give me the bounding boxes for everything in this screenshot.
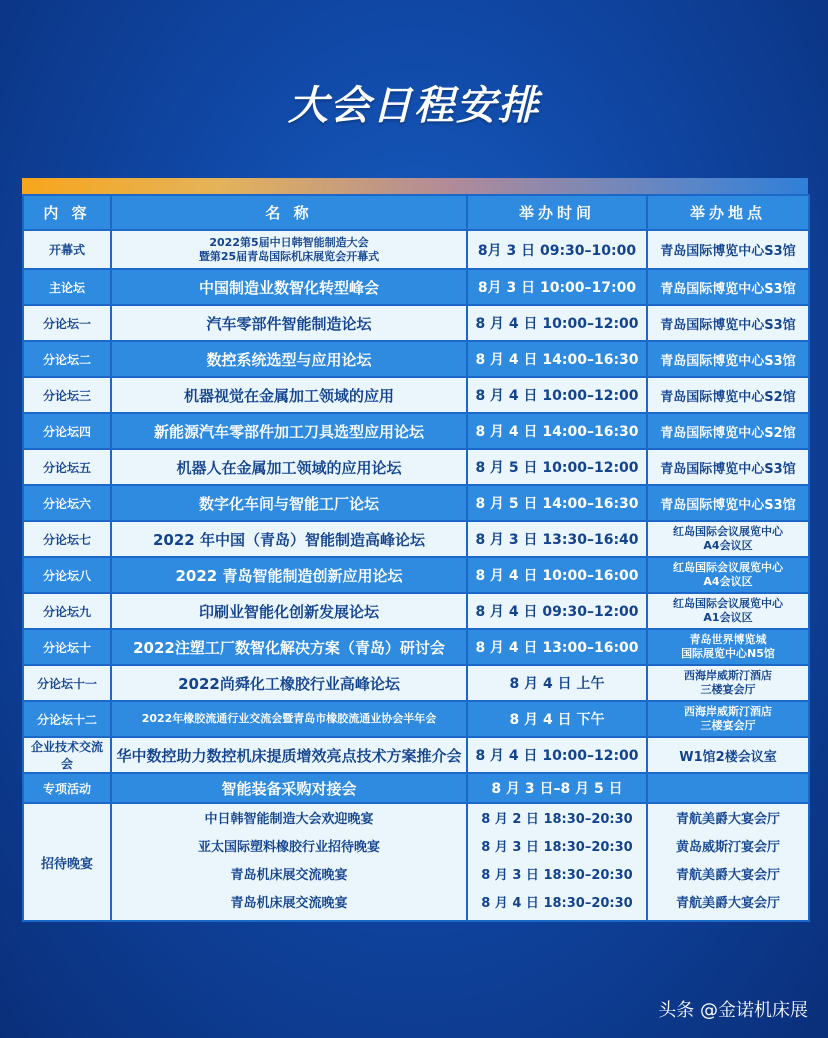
- row-venue-line1: 青岛国际博览中心S3馆: [660, 317, 796, 333]
- row-time: 8 月 3 日 13:30–16:40: [467, 521, 647, 557]
- row-venue: [647, 269, 809, 305]
- row-name: [111, 557, 467, 593]
- row-type: 分论坛八: [23, 557, 111, 593]
- row-venue-line2: 国际展览中心N5馆: [681, 647, 775, 660]
- row-venue: [647, 593, 809, 629]
- table-row: [23, 269, 809, 305]
- row-type: 分论坛一: [23, 305, 111, 341]
- row-type: 开幕式: [23, 230, 111, 269]
- watermark: 头条 @金诺机床展: [658, 1000, 808, 1021]
- row-name: [111, 629, 467, 665]
- table-row: [23, 665, 809, 701]
- row-time: 8 月 5 日 10:00–12:00: [467, 449, 647, 485]
- row-time: 8 月 4 日 14:00–16:30: [467, 341, 647, 377]
- row-name: [111, 269, 467, 305]
- row-venue-line1: 青岛国际博览中心S2馆: [660, 425, 796, 441]
- dinner-name: 亚太国际塑料橡胶行业招待晚宴: [197, 840, 380, 855]
- row-venue: [647, 341, 809, 377]
- row-name: [111, 593, 467, 629]
- row-name-line1: 汽车零部件智能制造论坛: [206, 314, 372, 333]
- table-row: [23, 629, 809, 665]
- row-name-line1: 中国制造业数智化转型峰会: [198, 278, 379, 297]
- row-type: 分论坛六: [23, 485, 111, 521]
- row-type: 专项活动: [23, 773, 111, 803]
- table-row: [23, 305, 809, 341]
- row-venue: [647, 305, 809, 341]
- header-time: 举办时间: [467, 195, 647, 230]
- row-name: [111, 665, 467, 701]
- row-time: 8 月 4 日 下午: [467, 701, 647, 737]
- dinner-venue: 黄岛威斯汀宴会厅: [675, 840, 780, 855]
- dinner-name: 中日韩智能制造大会欢迎晚宴: [204, 812, 374, 827]
- row-venue: [647, 629, 809, 665]
- row-time: 8月 3 日 10:00–17:00: [467, 269, 647, 305]
- row-venue-line2: 三楼宴会厅: [700, 719, 756, 732]
- row-venue-line2: A1会议区: [703, 611, 753, 624]
- row-venue-line1: 青岛国际博览中心S2馆: [660, 389, 796, 405]
- row-venue-line2: A4会议区: [703, 539, 753, 552]
- dinner-time: 8 月 4 日 18:30–20:30: [481, 896, 633, 911]
- row-venue: [647, 557, 809, 593]
- row-type: 分论坛二: [23, 341, 111, 377]
- row-name-line1: 数控系统选型与应用论坛: [206, 350, 372, 369]
- row-type: 企业技术交流会: [23, 737, 111, 773]
- dinner-venue: 青航美爵大宴会厅: [675, 812, 780, 827]
- schedule-table: [22, 194, 808, 922]
- row-type: 分论坛十一: [23, 665, 111, 701]
- row-name: [111, 413, 467, 449]
- row-venue: [647, 485, 809, 521]
- row-type: 主论坛: [23, 269, 111, 305]
- row-name-line2: 暨第25届青岛国际机床展览会开幕式: [198, 249, 380, 263]
- dinner-times: [467, 803, 647, 921]
- row-name: [111, 737, 467, 773]
- dinner-names: [111, 803, 467, 921]
- dinner-venues: [647, 803, 809, 921]
- row-name: [111, 230, 467, 269]
- header-content: 内 容: [23, 195, 111, 230]
- row-time: 8 月 3 日–8 月 5 日: [467, 773, 647, 803]
- row-time: 8 月 4 日 10:00–12:00: [467, 305, 647, 341]
- row-type: 分论坛三: [23, 377, 111, 413]
- header-name: 名 称: [111, 195, 467, 230]
- row-venue: [647, 773, 809, 803]
- table-row: [23, 377, 809, 413]
- row-type: 招待晚宴: [23, 803, 111, 921]
- table-row: [23, 701, 809, 737]
- row-venue-line1: 青岛国际博览中心S3馆: [660, 497, 796, 513]
- row-venue-line1: 青岛世界博览城: [689, 633, 767, 646]
- row-time: 8 月 4 日 09:30–12:00: [467, 593, 647, 629]
- row-type: 分论坛九: [23, 593, 111, 629]
- row-name: [111, 305, 467, 341]
- row-name: [111, 773, 467, 803]
- row-venue: [647, 521, 809, 557]
- dinner-name: 青岛机床展交流晚宴: [230, 896, 348, 911]
- row-venue-line1: 红岛国际会议展览中心: [673, 597, 783, 610]
- row-name: [111, 341, 467, 377]
- row-name-line1: 2022尚舜化工橡胶行业高峰论坛: [178, 674, 400, 693]
- row-time: 8 月 4 日 10:00–12:00: [467, 377, 647, 413]
- row-name-line1: 机器视觉在金属加工领域的应用: [183, 386, 394, 405]
- header-venue: 举办地点: [647, 195, 809, 230]
- row-name-line1: 数字化车间与智能工厂论坛: [198, 494, 379, 513]
- row-type: 分论坛五: [23, 449, 111, 485]
- row-name-line1: 新能源汽车零部件加工刀具选型应用论坛: [153, 422, 424, 441]
- row-venue-line1: W1馆2楼会议室: [679, 749, 777, 765]
- row-venue: [647, 377, 809, 413]
- row-time: 8月 3 日 09:30–10:00: [467, 230, 647, 269]
- row-type: 分论坛十二: [23, 701, 111, 737]
- row-name: [111, 377, 467, 413]
- row-name-line1: 2022注塑工厂数智化解决方案（青岛）研讨会: [133, 638, 445, 657]
- dinner-time: 8 月 3 日 18:30–20:30: [481, 840, 633, 855]
- row-name-line1: 智能装备采购对接会: [221, 779, 357, 798]
- row-name-line1: 2022 青岛智能制造创新应用论坛: [175, 566, 403, 585]
- row-venue: [647, 701, 809, 737]
- table-row: [23, 773, 809, 803]
- row-name: [111, 485, 467, 521]
- row-venue-line1: 西海岸威斯汀酒店: [684, 669, 772, 682]
- row-venue-line2: 三楼宴会厅: [700, 683, 756, 696]
- table-row: [23, 341, 809, 377]
- table-row: [23, 449, 809, 485]
- table-row: [23, 737, 809, 773]
- dinner-name: 青岛机床展交流晚宴: [230, 868, 348, 883]
- dinner-time: 8 月 3 日 18:30–20:30: [481, 868, 633, 883]
- row-time: 8 月 4 日 10:00–16:00: [467, 557, 647, 593]
- page-title: 大会日程安排: [288, 83, 540, 129]
- row-time: 8 月 4 日 14:00–16:30: [467, 413, 647, 449]
- table-row-dinner: [23, 803, 809, 921]
- row-time: 8 月 5 日 14:00–16:30: [467, 485, 647, 521]
- row-name-line1: 2022 年中国（青岛）智能制造高峰论坛: [153, 530, 425, 549]
- row-name-line1: 2022第5届中日韩智能制造大会: [209, 235, 369, 249]
- row-name-line1: 机器人在金属加工领域的应用论坛: [176, 458, 402, 477]
- row-time: 8 月 4 日 13:00–16:00: [467, 629, 647, 665]
- gradient-bar: [22, 178, 808, 194]
- row-name: [111, 701, 467, 737]
- row-time: 8 月 4 日 上午: [467, 665, 647, 701]
- row-venue-line2: A4会议区: [703, 575, 753, 588]
- row-venue-line1: 青岛国际博览中心S3馆: [660, 461, 796, 477]
- row-venue-line1: 青岛国际博览中心S3馆: [660, 244, 796, 259]
- row-name-line1: 2022年橡胶流通行业交流会暨青岛市橡胶流通业协会半年会: [141, 712, 437, 725]
- row-venue: [647, 737, 809, 773]
- row-type: 分论坛十: [23, 629, 111, 665]
- table-row: [23, 485, 809, 521]
- row-venue: [647, 230, 809, 269]
- row-venue-line1: 西海岸威斯汀酒店: [684, 705, 772, 718]
- row-type: 分论坛七: [23, 521, 111, 557]
- row-venue-line1: 红岛国际会议展览中心: [673, 561, 783, 574]
- dinner-venue: 青航美爵大宴会厅: [675, 868, 780, 883]
- table-row: [23, 593, 809, 629]
- row-name: [111, 449, 467, 485]
- table-row: [23, 230, 809, 269]
- dinner-time: 8 月 2 日 18:30–20:30: [481, 812, 633, 827]
- row-venue-line1: 青岛国际博览中心S3馆: [660, 353, 796, 369]
- table-row: [23, 521, 809, 557]
- row-venue: [647, 413, 809, 449]
- row-venue: [647, 665, 809, 701]
- row-venue: [647, 449, 809, 485]
- row-name: [111, 521, 467, 557]
- row-name-line1: 印刷业智能化创新发展论坛: [198, 602, 379, 621]
- row-venue-line1: 红岛国际会议展览中心: [673, 525, 783, 538]
- table-row: [23, 413, 809, 449]
- row-name-line1: 华中数控助力数控机床提质增效亮点技术方案推介会: [116, 746, 462, 765]
- table-row: [23, 557, 809, 593]
- dinner-venue: 青航美爵大宴会厅: [675, 896, 780, 911]
- row-venue-line1: 青岛国际博览中心S3馆: [660, 281, 796, 297]
- row-time: 8 月 4 日 10:00–12:00: [467, 737, 647, 773]
- row-type: 分论坛四: [23, 413, 111, 449]
